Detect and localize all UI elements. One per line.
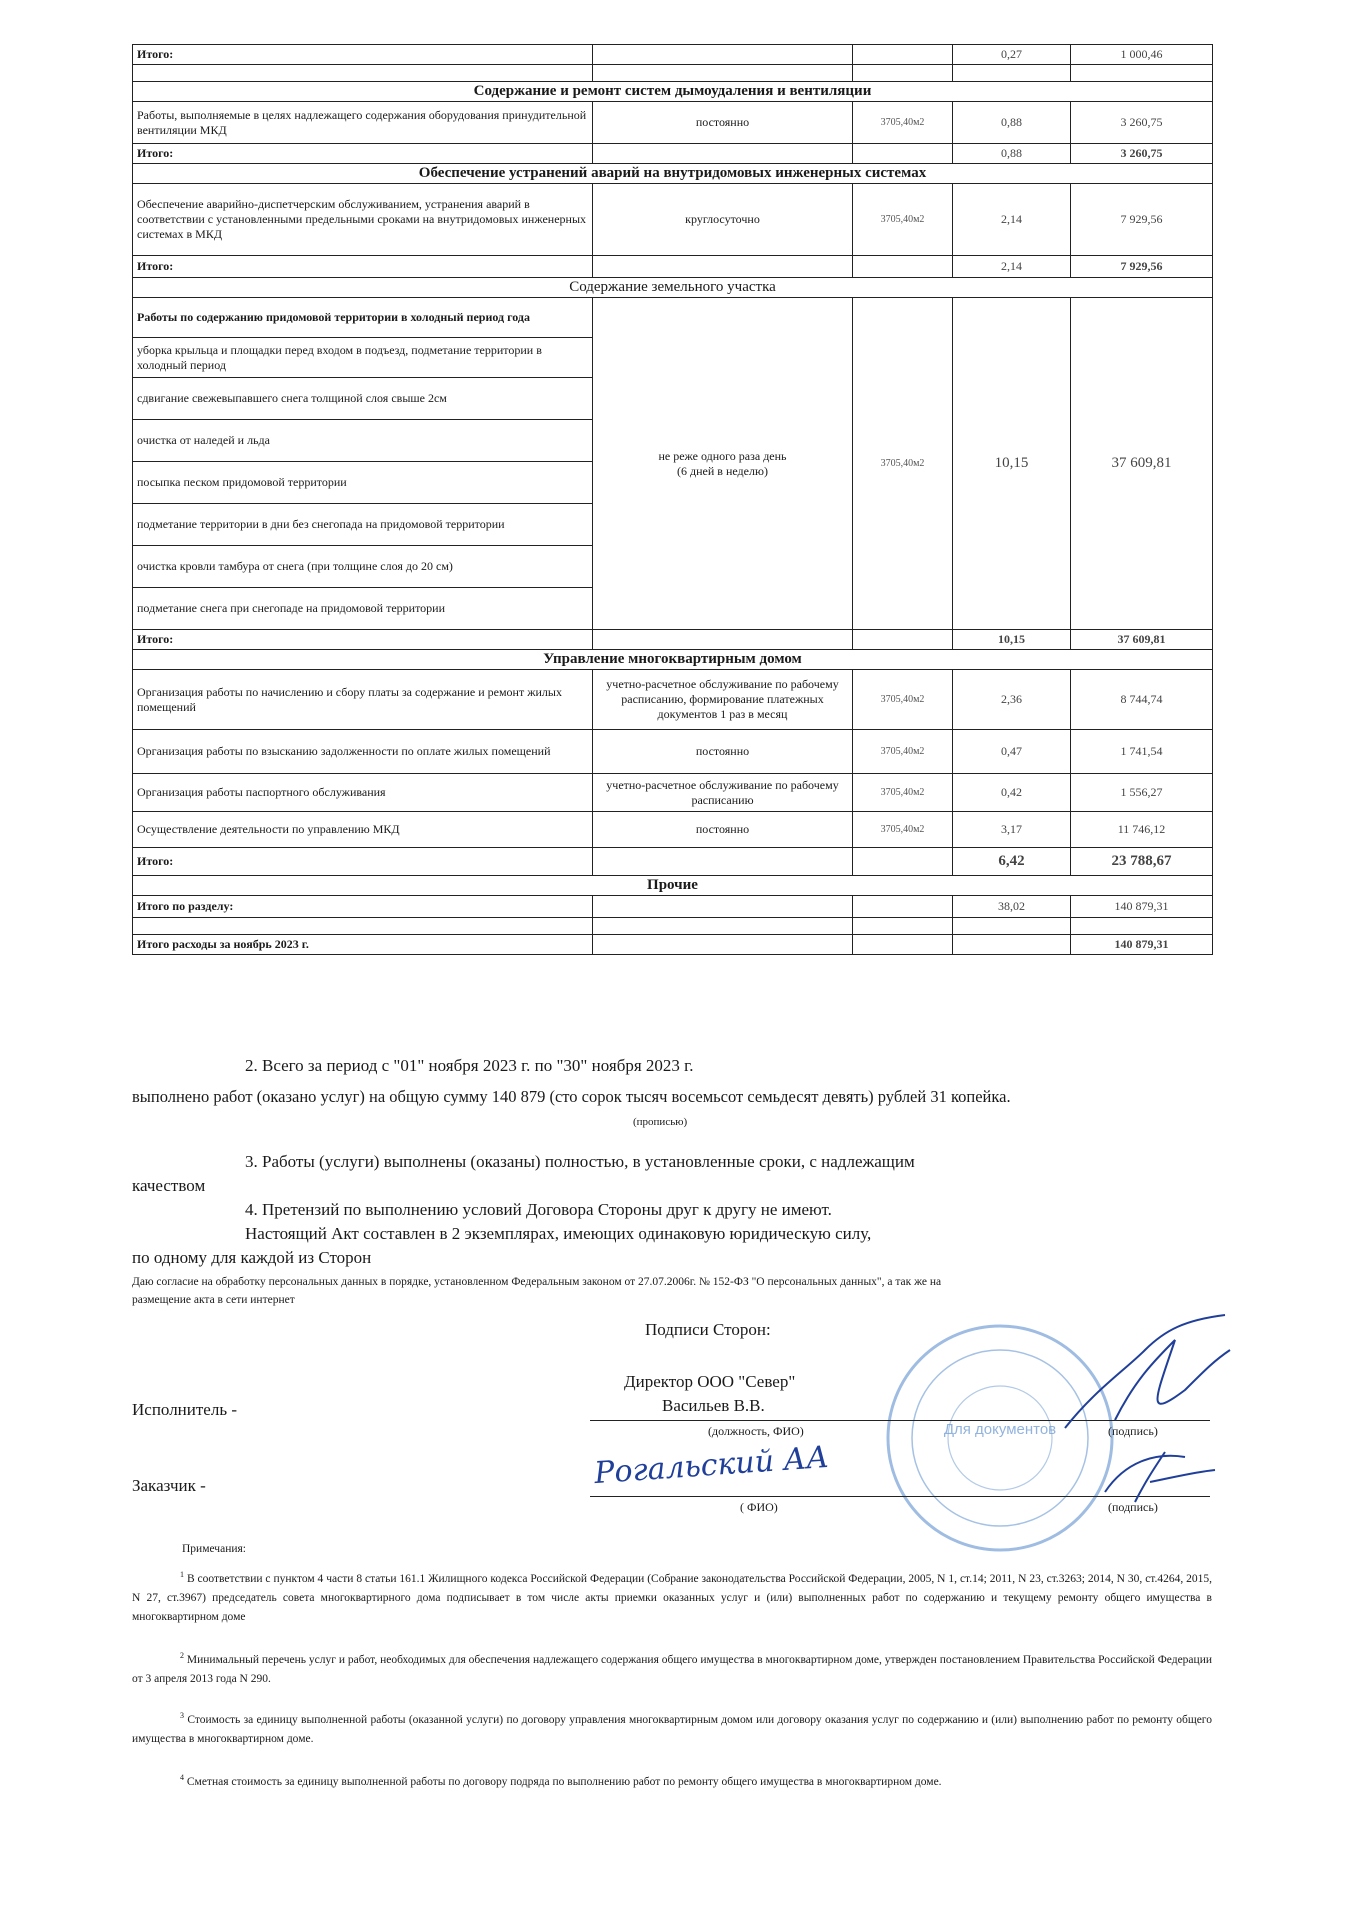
- paragraph-4: 4. Претензий по выполнению условий Договора Стороны друг к другу не имеют.: [245, 1200, 832, 1219]
- sum-cell: 23 788,67: [1071, 848, 1213, 876]
- sum-cell: 1 000,46: [1071, 45, 1213, 65]
- work-name: подметание снега при снегопаде на придомовой территории: [133, 588, 593, 630]
- work-name: очистка от наледей и льда: [133, 420, 593, 462]
- sum-cell: 37 609,81: [1071, 298, 1213, 630]
- paragraph-2-amount: выполнено работ (оказано услуг) на общую сумму 140 879 (сто сорок тысяч восемьсот семьдесят девять) рублей 31 копейка.: [132, 1087, 1011, 1106]
- rate-cell: 2,14: [953, 256, 1071, 278]
- work-name: Организация работы по взысканию задолженности по оплате жилых помещений: [133, 730, 593, 774]
- frequency-text: не реже одного раза день: [658, 448, 787, 463]
- area-cell: 3705,40м2: [853, 730, 953, 774]
- paragraph-3-cont: качеством: [132, 1176, 206, 1195]
- table-row: [133, 144, 1213, 164]
- section-heading: Прочие: [133, 876, 1213, 896]
- stamp-text: Для документов: [943, 1421, 1057, 1438]
- table-row: [133, 256, 1213, 278]
- work-name: Обеспечение аварийно-диспетчерским обслуживанием, устранения аварий в соответствии с установленными предельными сроками на внутридомовых инженерных системах в МКД: [133, 184, 593, 256]
- director-signature: [1055, 1310, 1245, 1440]
- work-name: Организация работы паспортного обслуживания: [133, 774, 593, 812]
- works-table: [132, 44, 1213, 955]
- area-cell: 3705,40м2: [853, 298, 953, 630]
- table-row: [133, 935, 1213, 955]
- sum-cell: 140 879,31: [1071, 896, 1213, 918]
- customer-signature: Рогальский АА: [593, 1439, 831, 1492]
- rate-cell: 0,88: [953, 102, 1071, 144]
- sum-cell: 3 260,75: [1071, 102, 1213, 144]
- area-cell: 3705,40м2: [853, 774, 953, 812]
- row-label: Итого:: [133, 630, 593, 650]
- director-signature-2: [1095, 1442, 1225, 1512]
- section-heading: Управление многоквартирным домом: [133, 650, 1213, 670]
- area-cell: 3705,40м2: [853, 812, 953, 848]
- rate-cell: 10,15: [953, 298, 1071, 630]
- fio-caption: ( ФИО): [740, 1500, 778, 1514]
- table-row: [133, 102, 1213, 144]
- sum-cell: 1 556,27: [1071, 774, 1213, 812]
- paragraph-3: 3. Работы (услуги) выполнены (оказаны) полностью, в установленные сроки, с надлежащим: [245, 1152, 915, 1171]
- note-4: $^4$ Сметная стоимость за единицу выполненной работы по договору подряда по выполнению работ по ремонту общего имущества в многоквартирном доме.: [180, 1773, 942, 1788]
- rate-cell: 6,42: [953, 848, 1071, 876]
- work-name: Работы, выполняемые в целях надлежащего содержания оборудования принудительной вентиляции МКД: [133, 102, 593, 144]
- row-label: Итого:: [133, 144, 593, 164]
- work-name: Работы по содержанию придомовой территории в холодный период года: [133, 298, 593, 338]
- work-name: уборка крыльца и площадки перед входом в подъезд, подметание территории в холодный период: [133, 338, 593, 378]
- row-label: Итого расходы за ноябрь 2023 г.: [133, 935, 593, 955]
- note-3: $^3$ Стоимость за единицу выполненной работы (оказанной услуги) по договору управления многоквартирным домом или договору оказания услуг по содержанию и (или) выполнению работ по ремонту общего имущества в многоквартирном доме.: [132, 1711, 1212, 1745]
- area-cell: 3705,40м2: [853, 102, 953, 144]
- row-label: Итого:: [133, 848, 593, 876]
- paragraph-5: Настоящий Акт составлен в 2 экземплярах, имеющих одинаковую юридическую силу,: [245, 1224, 872, 1243]
- work-name: посыпка песком придомовой территории: [133, 462, 593, 504]
- area-cell: 3705,40м2: [853, 670, 953, 730]
- table-row: [133, 848, 1213, 876]
- note-1: $^1$ В соответствии с пунктом 4 части 8 статьи 161.1 Жилищного кодекса Российской Федерации (Собрание законодательства Российской Федерации, 2005, N 1, ст.14; 2011, N 23, ст.3263; 2014, N 30, ст.4264, 2015, N 27, ст.3967) председатель совета многоквартирного дома подписывает в том числе акты приемки оказанных услуг и (или) выполненных работ по содержанию и текущему ремонту общего имущества в многоквартирном доме: [132, 1570, 1213, 1623]
- paragraph-5-cont: по одному для каждой из Сторон: [132, 1248, 372, 1267]
- rate-cell: 0,27: [953, 45, 1071, 65]
- sum-cell: 7 929,56: [1071, 256, 1213, 278]
- row-label: Итого по разделу:: [133, 896, 593, 918]
- sum-cell: 1 741,54: [1071, 730, 1213, 774]
- rate-cell: 0,47: [953, 730, 1071, 774]
- table-row: [133, 812, 1213, 848]
- work-name: Организация работы по начислению и сбору платы за содержание и ремонт жилых помещений: [133, 670, 593, 730]
- notes-title: Примечания:: [182, 1543, 246, 1555]
- frequency-cell: постоянно: [593, 730, 853, 774]
- work-name: Осуществление деятельности по управлению МКД: [133, 812, 593, 848]
- consent-line-2: размещение акта в сети интернет: [132, 1294, 295, 1306]
- paragraph-2: 2. Всего за период с "01" ноября 2023 г. по "30" ноября 2023 г.: [245, 1056, 694, 1075]
- propis-caption: (прописью): [633, 1116, 688, 1128]
- table-row: [133, 774, 1213, 812]
- sum-cell: 8 744,74: [1071, 670, 1213, 730]
- table-row: [133, 730, 1213, 774]
- signature-caption: (подпись): [1108, 1424, 1158, 1438]
- section-heading: Обеспечение устранений аварий на внутридомовых инженерных системах: [133, 164, 1213, 184]
- note-2: $^2$ Минимальный перечень услуг и работ, необходимых для обеспечения надлежащего содержания общего имущества в многоквартирном доме, утвержден постановлением Правительства Российской Федерации от 3 апреля 2013 года N 290.: [132, 1651, 1212, 1685]
- rate-cell: 10,15: [953, 630, 1071, 650]
- section-heading: Содержание и ремонт систем дымоудаления и вентиляции: [133, 82, 1213, 102]
- customer-label: Заказчик -: [132, 1476, 206, 1495]
- table-row: [133, 298, 1213, 338]
- frequency-cell: учетно-расчетное обслуживание по рабочему расписанию, формирование платежных документов 1 раз в месяц: [593, 670, 853, 730]
- frequency-cell: учетно-расчетное обслуживание по рабочему расписанию: [593, 774, 853, 812]
- table-row: [133, 45, 1213, 65]
- consent-line-1: Даю согласие на обработку персональных данных в порядке, установленном Федеральным законом от 27.07.2006г. № 152-ФЗ "О персональных данных", а так же на: [132, 1276, 942, 1288]
- table-row: [133, 670, 1213, 730]
- sum-cell: 7 929,56: [1071, 184, 1213, 256]
- rate-cell: 3,17: [953, 812, 1071, 848]
- director-position: Директор ООО "Север": [624, 1372, 796, 1391]
- signatures-title: Подписи Сторон:: [645, 1320, 771, 1339]
- rate-cell: 2,36: [953, 670, 1071, 730]
- sum-cell: 37 609,81: [1071, 630, 1213, 650]
- executor-label: Исполнитель -: [132, 1400, 237, 1419]
- frequency-cell: круглосуточно: [593, 184, 853, 256]
- row-label: Итого:: [133, 256, 593, 278]
- rate-cell: 2,14: [953, 184, 1071, 256]
- section-heading: Содержание земельного участка: [133, 278, 1213, 298]
- frequency-cell: [593, 298, 853, 630]
- sum-cell: 3 260,75: [1071, 144, 1213, 164]
- table-row: [133, 630, 1213, 650]
- rate-cell: 0,42: [953, 774, 1071, 812]
- frequency-cell: постоянно: [593, 102, 853, 144]
- table-row: [133, 896, 1213, 918]
- sum-cell: 140 879,31: [1071, 935, 1213, 955]
- table-row: [133, 184, 1213, 256]
- rate-cell: 0,88: [953, 144, 1071, 164]
- sum-cell: 11 746,12: [1071, 812, 1213, 848]
- frequency-note: (6 дней в неделю): [677, 463, 768, 478]
- frequency-cell: постоянно: [593, 812, 853, 848]
- row-label: Итого:: [133, 45, 593, 65]
- work-name: подметание территории в дни без снегопада на придомовой территории: [133, 504, 593, 546]
- position-fio-caption: (должность, ФИО): [708, 1424, 804, 1438]
- signature-caption-2: (подпись): [1108, 1500, 1158, 1514]
- work-name: очистка кровли тамбура от снега (при толщине слоя до 20 см): [133, 546, 593, 588]
- area-cell: 3705,40м2: [853, 184, 953, 256]
- director-name: Васильев В.В.: [662, 1396, 765, 1415]
- work-name: сдвигание свежевыпавшего снега толщиной слоя свыше 2см: [133, 378, 593, 420]
- rate-cell: 38,02: [953, 896, 1071, 918]
